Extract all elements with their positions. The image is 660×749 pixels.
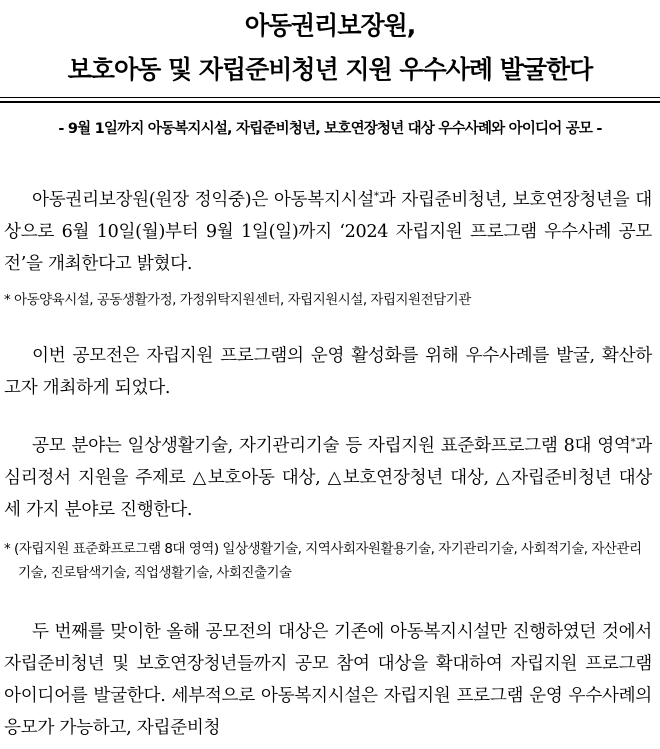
footnote-mark-2: * bbox=[630, 437, 636, 448]
subtitle: - 9월 1일까지 아동복지시설, 자립준비청년, 보호연장청년 대상 우수사례와 아이디어 공모 - bbox=[58, 121, 602, 137]
paragraph-2 bbox=[4, 340, 652, 404]
paragraph-3-text-b: 과 심리정서 지원을 주제로 △보호아동 대상, △보호연장청년 대상, △자립준비청년 대상 세 가지 분야로 진행한다. bbox=[4, 436, 652, 520]
paragraph-1 bbox=[4, 181, 652, 280]
title-divider-thin bbox=[0, 97, 660, 98]
paragraph-3 bbox=[4, 427, 652, 526]
footnote-1: * 아동양육시설, 공동생활가정, 가정위탁지원센터, 자립지원시설, 자립지원전담기관 bbox=[4, 292, 471, 308]
paragraph-4-text: 두 번째를 맞이한 올해 공모전의 대상은 기존에 아동복지시설만 진행하였던 것에서 자립준비청년 및 보호연장청년들까지 공모 참여 대상을 확대하여 자립지원 프로그램 아이디어를 발굴한다. 세부적으로 아동복지시설은 자립지원 프로그램 운영 우수사례의 응모가 가능하고, 자립준비청 bbox=[4, 622, 652, 738]
paragraph-2-text: 이번 공모전은 자립지원 프로그램의 운영 활성화를 위해 우수사례를 발굴, 확산하고자 개최하게 되었다. bbox=[4, 346, 652, 398]
footnote-mark-1: * bbox=[374, 191, 379, 202]
paragraph-1-text-a: 아동권리보장원(원장 정익중)은 아동복지시설 bbox=[32, 190, 375, 210]
paragraph-4 bbox=[4, 616, 652, 744]
title-divider-thick bbox=[0, 101, 660, 103]
paragraph-1-text-b: 과 자립준비청년, 보호연장청년을 대상으로 6월 10일(월)부터 9월 1일(일)까지 ‘2024 자립지원 프로그램 우수사례 공모전’을 개최한다고 밝혔다. bbox=[4, 190, 652, 274]
paragraph-3-text-a: 공모 분야는 일상생활기술, 자기관리기술 등 자립지원 표준화프로그램 8대 영역 bbox=[32, 436, 631, 456]
footnote-2: * (자립지원 표준화프로그램 8대 영역) 일상생활기술, 지역사회자원활용기술, 자기관리기술, 사회적기술, 자산관리기술, 진로탐색기술, 직업생활기술, 사회진출기술 bbox=[4, 541, 642, 581]
title-line-2: 보호아동 및 자립준비청년 지원 우수사례 발굴한다 bbox=[67, 55, 593, 84]
title-line-1: 아동권리보장원, bbox=[244, 11, 416, 40]
